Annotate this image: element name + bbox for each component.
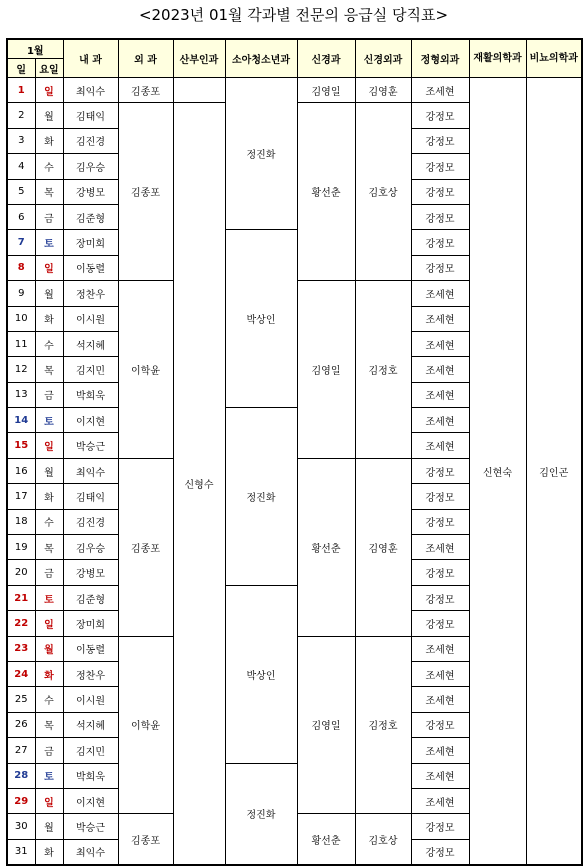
day-number: 22 <box>7 611 35 636</box>
header-neurology: 신경과 <box>297 39 355 78</box>
weekday: 월 <box>35 103 63 128</box>
weekday: 일 <box>35 255 63 280</box>
day-number: 10 <box>7 306 35 331</box>
day-number: 25 <box>7 687 35 712</box>
orthopedics-cell: 조세현 <box>411 408 469 433</box>
day-number: 6 <box>7 204 35 229</box>
weekday: 목 <box>35 357 63 382</box>
weekday: 수 <box>35 509 63 534</box>
day-number: 13 <box>7 382 35 407</box>
surgery-cell: 김종포 <box>118 103 173 281</box>
day-number: 9 <box>7 281 35 306</box>
urology-cell: 김인곤 <box>526 78 582 866</box>
internal-medicine-cell: 정찬우 <box>63 661 118 686</box>
weekday: 화 <box>35 484 63 509</box>
orthopedics-cell: 강정모 <box>411 611 469 636</box>
weekday: 토 <box>35 585 63 610</box>
internal-medicine-cell: 장미희 <box>63 611 118 636</box>
weekday: 화 <box>35 839 63 865</box>
orthopedics-cell: 조세현 <box>411 281 469 306</box>
duty-roster-table <box>6 38 583 866</box>
header-urology: 비뇨의학과 <box>526 39 582 78</box>
neurosurgery-cell: 김정호 <box>355 636 411 814</box>
orthopedics-cell: 강정모 <box>411 484 469 509</box>
weekday: 수 <box>35 687 63 712</box>
orthopedics-cell: 조세현 <box>411 636 469 661</box>
pediatrics-cell: 박상인 <box>225 230 297 408</box>
weekday: 목 <box>35 535 63 560</box>
internal-medicine-cell: 강병모 <box>63 179 118 204</box>
header-month: 1월 <box>7 39 63 59</box>
orthopedics-cell: 강정모 <box>411 814 469 839</box>
header-weekday: 요일 <box>35 59 63 78</box>
day-number: 5 <box>7 179 35 204</box>
weekday: 일 <box>35 788 63 813</box>
neurosurgery-cell: 김호상 <box>355 814 411 865</box>
weekday: 금 <box>35 382 63 407</box>
internal-medicine-cell: 최익수 <box>63 839 118 865</box>
neurosurgery-cell: 김호상 <box>355 103 411 281</box>
neurology-cell: 김영일 <box>297 78 355 103</box>
orthopedics-cell: 조세현 <box>411 535 469 560</box>
header-orthopedics: 정형외과 <box>411 39 469 78</box>
pediatrics-cell: 정진화 <box>225 408 297 586</box>
internal-medicine-cell: 김준형 <box>63 204 118 229</box>
pediatrics-cell: 박상인 <box>225 585 297 763</box>
weekday: 금 <box>35 738 63 763</box>
obgyn-cell <box>173 78 225 103</box>
page-title: <2023년 01월 각과별 전문의 응급실 당직표> <box>138 6 449 24</box>
internal-medicine-cell: 석지혜 <box>63 331 118 356</box>
internal-medicine-cell: 이시원 <box>63 687 118 712</box>
surgery-cell: 김종포 <box>118 78 173 103</box>
orthopedics-cell: 강정모 <box>411 230 469 255</box>
day-number: 30 <box>7 814 35 839</box>
internal-medicine-cell: 이지현 <box>63 408 118 433</box>
orthopedics-cell: 조세현 <box>411 331 469 356</box>
internal-medicine-cell: 김지민 <box>63 738 118 763</box>
weekday: 수 <box>35 331 63 356</box>
neurology-cell: 김영일 <box>297 281 355 459</box>
internal-medicine-cell: 김태익 <box>63 103 118 128</box>
internal-medicine-cell: 박희욱 <box>63 763 118 788</box>
orthopedics-cell: 조세현 <box>411 738 469 763</box>
day-number: 15 <box>7 433 35 458</box>
header-obgyn: 산부인과 <box>173 39 225 78</box>
internal-medicine-cell: 박희욱 <box>63 382 118 407</box>
header-internal: 내 과 <box>63 39 118 78</box>
day-number: 2 <box>7 103 35 128</box>
weekday: 일 <box>35 611 63 636</box>
day-number: 7 <box>7 230 35 255</box>
orthopedics-cell: 조세현 <box>411 433 469 458</box>
neurology-cell: 황선춘 <box>297 103 355 281</box>
day-number: 21 <box>7 585 35 610</box>
neurology-cell: 황선춘 <box>297 814 355 865</box>
weekday: 토 <box>35 408 63 433</box>
orthopedics-cell: 조세현 <box>411 306 469 331</box>
weekday: 일 <box>35 78 63 103</box>
day-row <box>7 78 582 103</box>
weekday: 일 <box>35 433 63 458</box>
day-number: 11 <box>7 331 35 356</box>
orthopedics-cell: 강정모 <box>411 128 469 153</box>
internal-medicine-cell: 이동렬 <box>63 636 118 661</box>
header-surgery: 외 과 <box>118 39 173 78</box>
neurosurgery-cell: 김영훈 <box>355 78 411 103</box>
internal-medicine-cell: 김우승 <box>63 154 118 179</box>
day-number: 28 <box>7 763 35 788</box>
internal-medicine-cell: 이동렬 <box>63 255 118 280</box>
day-number: 23 <box>7 636 35 661</box>
day-number: 3 <box>7 128 35 153</box>
weekday: 화 <box>35 306 63 331</box>
weekday: 월 <box>35 281 63 306</box>
neurology-cell: 황선춘 <box>297 458 355 636</box>
orthopedics-cell: 강정모 <box>411 509 469 534</box>
day-number: 19 <box>7 535 35 560</box>
pediatrics-cell: 정진화 <box>225 763 297 865</box>
day-number: 4 <box>7 154 35 179</box>
orthopedics-cell: 조세현 <box>411 382 469 407</box>
day-number: 17 <box>7 484 35 509</box>
neurosurgery-cell: 김정호 <box>355 281 411 459</box>
weekday: 목 <box>35 712 63 737</box>
surgery-cell: 이학윤 <box>118 281 173 459</box>
orthopedics-cell: 강정모 <box>411 585 469 610</box>
internal-medicine-cell: 이지현 <box>63 788 118 813</box>
pediatrics-cell: 정진화 <box>225 78 297 230</box>
day-number: 27 <box>7 738 35 763</box>
neurology-cell: 김영일 <box>297 636 355 814</box>
weekday: 금 <box>35 204 63 229</box>
orthopedics-cell: 조세현 <box>411 357 469 382</box>
weekday: 화 <box>35 661 63 686</box>
weekday: 토 <box>35 230 63 255</box>
rehab-cell: 신현숙 <box>469 78 526 866</box>
neurosurgery-cell: 김영훈 <box>355 458 411 636</box>
orthopedics-cell: 강정모 <box>411 458 469 483</box>
day-number: 1 <box>7 78 35 103</box>
internal-medicine-cell: 김지민 <box>63 357 118 382</box>
internal-medicine-cell: 김준형 <box>63 585 118 610</box>
orthopedics-cell: 강정모 <box>411 839 469 865</box>
weekday: 토 <box>35 763 63 788</box>
day-number: 12 <box>7 357 35 382</box>
orthopedics-cell: 조세현 <box>411 788 469 813</box>
weekday: 화 <box>35 128 63 153</box>
internal-medicine-cell: 최익수 <box>63 458 118 483</box>
obgyn-cell: 신형수 <box>173 103 225 865</box>
orthopedics-cell: 강정모 <box>411 204 469 229</box>
orthopedics-cell: 강정모 <box>411 154 469 179</box>
orthopedics-cell: 조세현 <box>411 687 469 712</box>
orthopedics-cell: 강정모 <box>411 179 469 204</box>
weekday: 수 <box>35 154 63 179</box>
day-number: 8 <box>7 255 35 280</box>
orthopedics-cell: 강정모 <box>411 255 469 280</box>
internal-medicine-cell: 강병모 <box>63 560 118 585</box>
header-rehab: 재활의학과 <box>469 39 526 78</box>
surgery-cell: 김종포 <box>118 814 173 865</box>
surgery-cell: 김종포 <box>118 458 173 636</box>
internal-medicine-cell: 김진경 <box>63 509 118 534</box>
day-number: 26 <box>7 712 35 737</box>
day-number: 14 <box>7 408 35 433</box>
internal-medicine-cell: 이시원 <box>63 306 118 331</box>
internal-medicine-cell: 장미희 <box>63 230 118 255</box>
weekday: 월 <box>35 458 63 483</box>
internal-medicine-cell: 김우승 <box>63 535 118 560</box>
day-number: 24 <box>7 661 35 686</box>
weekday: 금 <box>35 560 63 585</box>
orthopedics-cell: 강정모 <box>411 712 469 737</box>
internal-medicine-cell: 박승근 <box>63 814 118 839</box>
orthopedics-cell: 조세현 <box>411 661 469 686</box>
orthopedics-cell: 강정모 <box>411 560 469 585</box>
orthopedics-cell: 조세현 <box>411 78 469 103</box>
day-number: 29 <box>7 788 35 813</box>
header-day: 일 <box>7 59 35 78</box>
header-pediatrics: 소아청소년과 <box>225 39 297 78</box>
weekday: 월 <box>35 636 63 661</box>
weekday: 목 <box>35 179 63 204</box>
internal-medicine-cell: 최익수 <box>63 78 118 103</box>
internal-medicine-cell: 석지혜 <box>63 712 118 737</box>
day-number: 31 <box>7 839 35 865</box>
day-number: 16 <box>7 458 35 483</box>
internal-medicine-cell: 김진경 <box>63 128 118 153</box>
surgery-cell: 이학윤 <box>118 636 173 814</box>
day-number: 18 <box>7 509 35 534</box>
internal-medicine-cell: 정찬우 <box>63 281 118 306</box>
orthopedics-cell: 조세현 <box>411 763 469 788</box>
internal-medicine-cell: 박승근 <box>63 433 118 458</box>
weekday: 월 <box>35 814 63 839</box>
internal-medicine-cell: 김태익 <box>63 484 118 509</box>
header-neurosurgery: 신경외과 <box>355 39 411 78</box>
day-number: 20 <box>7 560 35 585</box>
orthopedics-cell: 강정모 <box>411 103 469 128</box>
